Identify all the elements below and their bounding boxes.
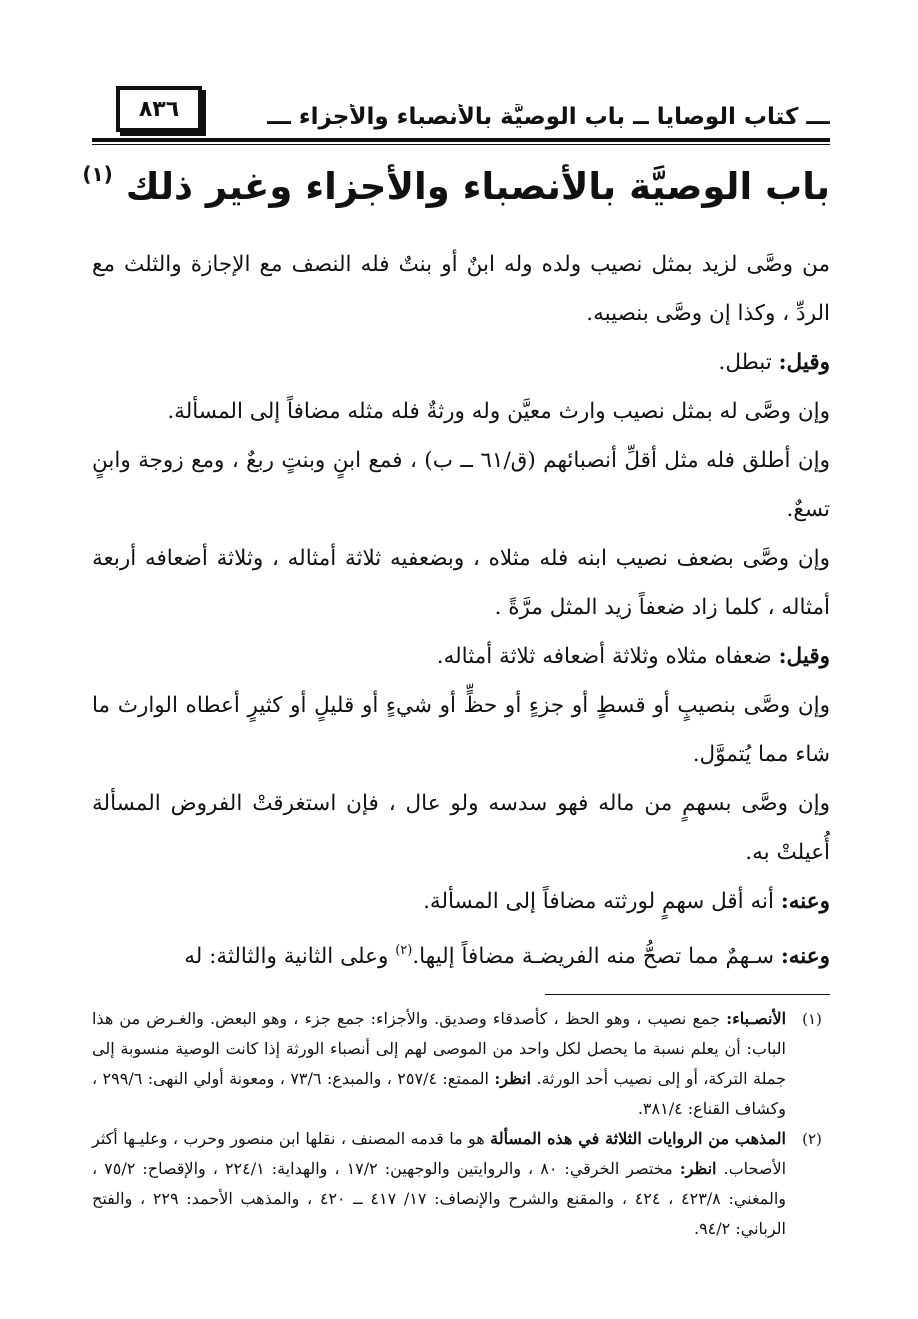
- chapter-footnote-ref: (١): [82, 162, 113, 186]
- paragraph-9: [92, 877, 830, 926]
- page-number: ٨٣٦: [138, 96, 180, 122]
- footnote-separator: [545, 994, 830, 995]
- header-rule-thin: [92, 144, 830, 145]
- footnote-number: (٢): [802, 1130, 822, 1148]
- paragraph-10: [92, 926, 830, 981]
- footnote-label: الأنصـباء:: [726, 1009, 787, 1028]
- footnote-ref: (٢): [395, 943, 413, 958]
- main-text: [92, 240, 830, 981]
- footnote-body: [92, 1124, 786, 1244]
- chapter-title: [82, 162, 830, 208]
- footnote-number: (١): [802, 1010, 822, 1028]
- footnote-text: هو ما قدمه المصنف ، نقلها ابن منصور وحرب ، وعليـها أكثر الأصحاب.: [92, 1129, 787, 1178]
- running-title: ـــ كتاب الوصايا ــ باب الوصيَّة بالأنصباء والأجزاء ـــ: [267, 104, 830, 130]
- paragraph-5: وإن وصَّى بضعف نصيب ابنه فله مثلاه ، وبضعفيه ثلاثة أمثاله ، وثلاثة أضعافه أربعة أمثاله ، كلما زاد ضعفاً زيد المثل مرَّةً .: [92, 546, 830, 620]
- chapter-title-text: باب الوصيَّة بالأنصباء والأجزاء وغير ذلك: [125, 165, 830, 208]
- paragraph-3: وإن وصَّى له بمثل نصيب وارث معيَّن وله ورثةٌ فله مثله مضافاً إلى المسألة.: [167, 399, 830, 424]
- footnote-see-label: انظر:: [494, 1069, 532, 1088]
- footnote-body: [92, 1004, 786, 1124]
- footnote-references: مختصر الخرقي: ٨٠ ، والروايتين والوجهين: ١٧/٢ ، والهداية: ٢٢٤/١ ، والإقصاح: ٧٥/٢ ، والمغني: ٤٢٣/٨ ، ٤٢٤ ، والمقنع والشرح والإنصاف: ١٧/ ٤١٧ ــ ٤٢٠ ، والمذهب الأحمد: ٢٢٩ ، والفتح الرباني: ٩٤/٢.: [92, 1159, 787, 1238]
- paragraph-4: وإن أطلق فله مثل أقلِّ أنصبائهم (ق/٦١ ــ ب) ، فمع ابنٍ وبنتٍ ربعٌ ، ومع زوجة وابنٍ تسعٌ.: [92, 448, 830, 522]
- paragraph-label: وقيل:: [778, 350, 830, 375]
- footnote-references: الممتع: ٢٥٧/٤ ، والمبدع: ٧٣/٦ ، ومعونة أولي النهى: ٢٩٩/٦ ، وكشاف القناع: ٣٨١/٤.: [92, 1069, 786, 1118]
- paragraph-8: وإن وصَّى بسهمٍ من ماله فهو سدسه ولو عال ، فإن استغرقتْ الفروض المسألة أُعيلتْ به.: [92, 791, 830, 865]
- paragraph-tail: وعلى الثانية والثالثة: له: [184, 944, 389, 969]
- header-rule-thick: [92, 138, 830, 142]
- paragraph-text: أنه أقل سهمٍ لورثته مضافاً إلى المسألة.: [423, 889, 774, 914]
- page-number-box: [116, 86, 202, 132]
- footnote-label: المذهب من الروايات الثلاثة في هذه المسألة: [490, 1129, 786, 1148]
- paragraph-text: سـهمٌ مما تصحُّ منه الفريضـة مضافاً إليها.: [412, 944, 774, 969]
- paragraph-7: وإن وصَّى بنصيبٍ أو قسطٍ أو جزءٍ أو حظٍّ أو شيءٍ أو قليلٍ أو كثيرٍ أعطاه الوارث ما شاء مما يُتموَّل.: [92, 693, 830, 767]
- footnote-2: [92, 1124, 830, 1244]
- footnotes: [92, 1004, 830, 1244]
- paragraph-label: وعنه:: [780, 944, 830, 969]
- paragraph-6: [92, 632, 830, 681]
- footnote-text: جمع نصيب ، وهو الحظ ، كأصدقاء وصديق. والأجزاء: جمع جزء ، وهو البعض. والغـرض من هذا الباب: أن يعلم نسبة ما يحصل لكل واحد من الموصى لهم إلى أنصباء الورثة إذا كانت الوصية منسوبة إلى جملة التركة، أو إلى نصيب أحد الورثة.: [92, 1009, 787, 1088]
- paragraph-1: من وصَّى لزيد بمثل نصيب ولده وله ابنٌ أو بنتٌ فله النصف مع الإجازة والثلث مع الردِّ ، وكذا إن وصَّى بنصيبه.: [92, 252, 830, 326]
- paragraph-2: [92, 338, 830, 387]
- paragraph-text: ضعفاه مثلاه وثلاثة أضعافه ثلاثة أمثاله.: [436, 644, 772, 669]
- paragraph-text: تبطل.: [718, 350, 772, 375]
- footnote-see-label: انظر:: [679, 1159, 717, 1178]
- footnote-1: [92, 1004, 830, 1124]
- page-header: [92, 86, 830, 148]
- paragraph-label: وقيل:: [778, 644, 830, 669]
- paragraph-label: وعنه:: [780, 889, 830, 914]
